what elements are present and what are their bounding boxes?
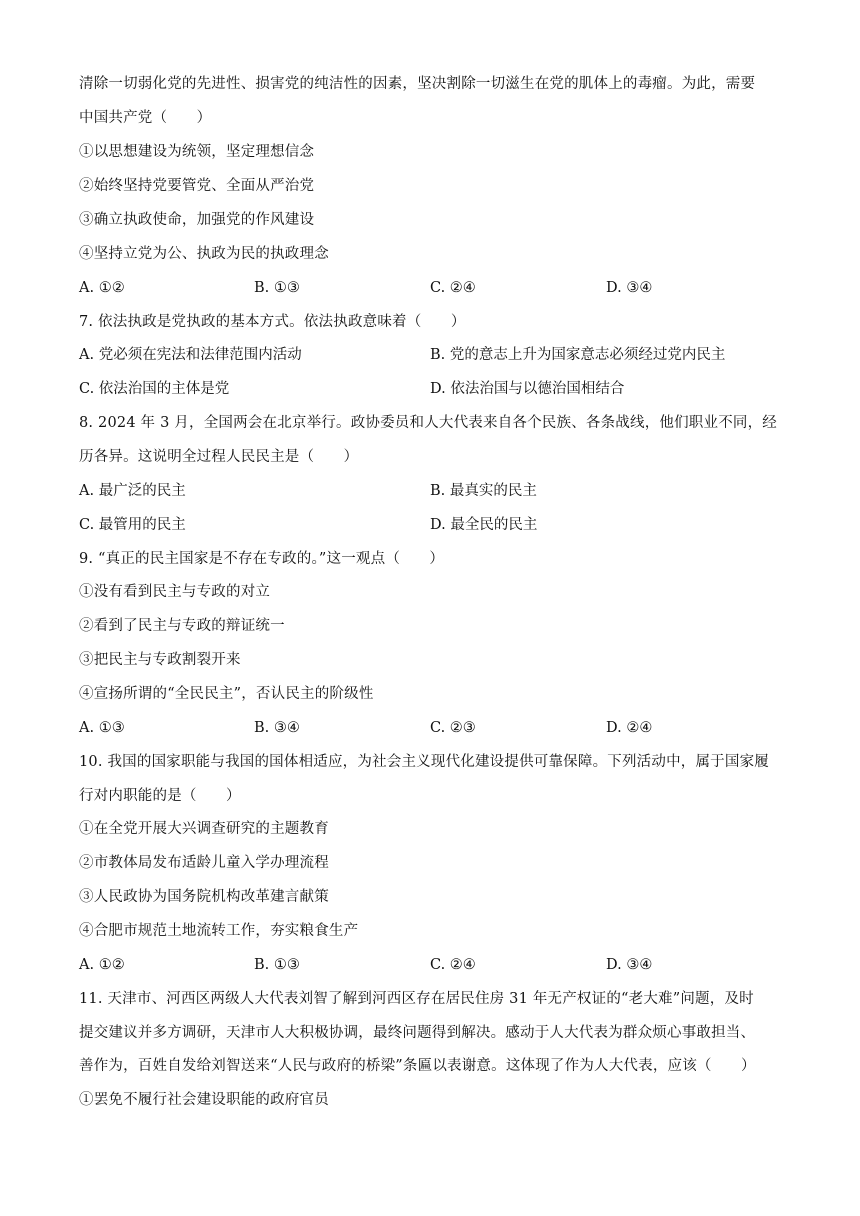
q6-option-c: C. ②④ xyxy=(430,280,476,296)
q10-option-c: C. ②④ xyxy=(430,957,476,973)
q11-item-1: ①罢免不履行社会建设职能的政府官员 xyxy=(79,1092,329,1108)
q10-option-d: D. ③④ xyxy=(606,957,653,973)
q10-option-a: A. ①② xyxy=(79,957,125,973)
q10-option-b: B. ①③ xyxy=(254,957,300,973)
q7-option-a: A. 党必须在宪法和法律范围内活动 xyxy=(79,347,302,363)
q8-option-d: D. 最全民的民主 xyxy=(430,517,538,533)
q6-stem-line-2: 中国共产党（ ） xyxy=(79,110,212,126)
q9-option-b: B. ③④ xyxy=(254,720,300,736)
q9-option-c: C. ②③ xyxy=(430,720,476,736)
q11-stem-line-2: 提交建议并多方调研，天津市人大积极协调，最终问题得到解决。感动于人大代表为群众烦心事敢担当、 xyxy=(79,1025,756,1041)
q6-item-3: ③确立执政使命，加强党的作风建设 xyxy=(79,212,315,228)
q10-stem-line-1: 10. 我国的国家职能与我国的国体相适应，为社会主义现代化建设提供可靠保障。下列活动中，属于国家履 xyxy=(79,754,769,770)
q9-item-3: ③把民主与专政割裂开来 xyxy=(79,652,241,668)
q9-item-4: ④宣扬所谓的“全民民主”，否认民主的阶级性 xyxy=(79,686,374,702)
q9-item-2: ②看到了民主与专政的辩证统一 xyxy=(79,618,285,634)
q7-option-d: D. 依法治国与以德治国相结合 xyxy=(430,381,625,397)
q7-option-b: B. 党的意志上升为国家意志必须经过党内民主 xyxy=(430,347,726,363)
q10-stem-line-2: 行对内职能的是（ ） xyxy=(79,788,241,804)
q6-option-d: D. ③④ xyxy=(606,280,653,296)
q6-item-2: ②始终坚持党要管党、全面从严治党 xyxy=(79,178,315,194)
q8-option-b: B. 最真实的民主 xyxy=(430,483,537,499)
q8-stem-line-1: 8. 2024 年 3 月，全国两会在北京举行。政协委员和人大代表来自各个民族、各条战线，他们职业不同，经 xyxy=(79,415,777,431)
q11-stem-line-1: 11. 天津市、河西区两级人大代表刘智了解到河西区存在居民住房 31 年无产权证的“老大难”问题，及时 xyxy=(79,991,754,1007)
q10-item-4: ④合肥市规范土地流转工作，夯实粮食生产 xyxy=(79,923,359,939)
q6-stem-line-1: 清除一切弱化党的先进性、损害党的纯洁性的因素，坚决割除一切滋生在党的肌体上的毒瘤。为此，需要 xyxy=(79,76,756,92)
q10-item-3: ③人民政协为国务院机构改革建言献策 xyxy=(79,889,329,905)
q10-item-2: ②市教体局发布适龄儿童入学办理流程 xyxy=(79,855,329,871)
q10-item-1: ①在全党开展大兴调查研究的主题教育 xyxy=(79,821,329,837)
q8-option-a: A. 最广泛的民主 xyxy=(79,483,186,499)
q9-stem: 9. “真正的民主国家是不存在专政的。”这一观点（ ） xyxy=(79,551,445,567)
q9-option-d: D. ②④ xyxy=(606,720,653,736)
q6-item-4: ④坚持立党为公、执政为民的执政理念 xyxy=(79,246,329,262)
q6-item-1: ①以思想建设为统领，坚定理想信念 xyxy=(79,144,315,160)
q8-stem-line-2: 历各异。这说明全过程人民民主是（ ） xyxy=(79,449,359,465)
q6-option-b: B. ①③ xyxy=(254,280,300,296)
q6-option-a: A. ①② xyxy=(79,280,125,296)
q9-option-a: A. ①③ xyxy=(79,720,125,736)
q9-item-1: ①没有看到民主与专政的对立 xyxy=(79,584,271,600)
q7-option-c: C. 依法治国的主体是党 xyxy=(79,381,230,397)
q7-stem: 7. 依法执政是党执政的基本方式。依法执政意味着（ ） xyxy=(79,314,466,330)
q11-stem-line-3: 善作为，百姓自发给刘智送来“人民与政府的桥梁”条匾以表谢意。这体现了作为人大代表，应该（ ） xyxy=(79,1058,756,1074)
q8-option-c: C. 最管用的民主 xyxy=(79,517,186,533)
